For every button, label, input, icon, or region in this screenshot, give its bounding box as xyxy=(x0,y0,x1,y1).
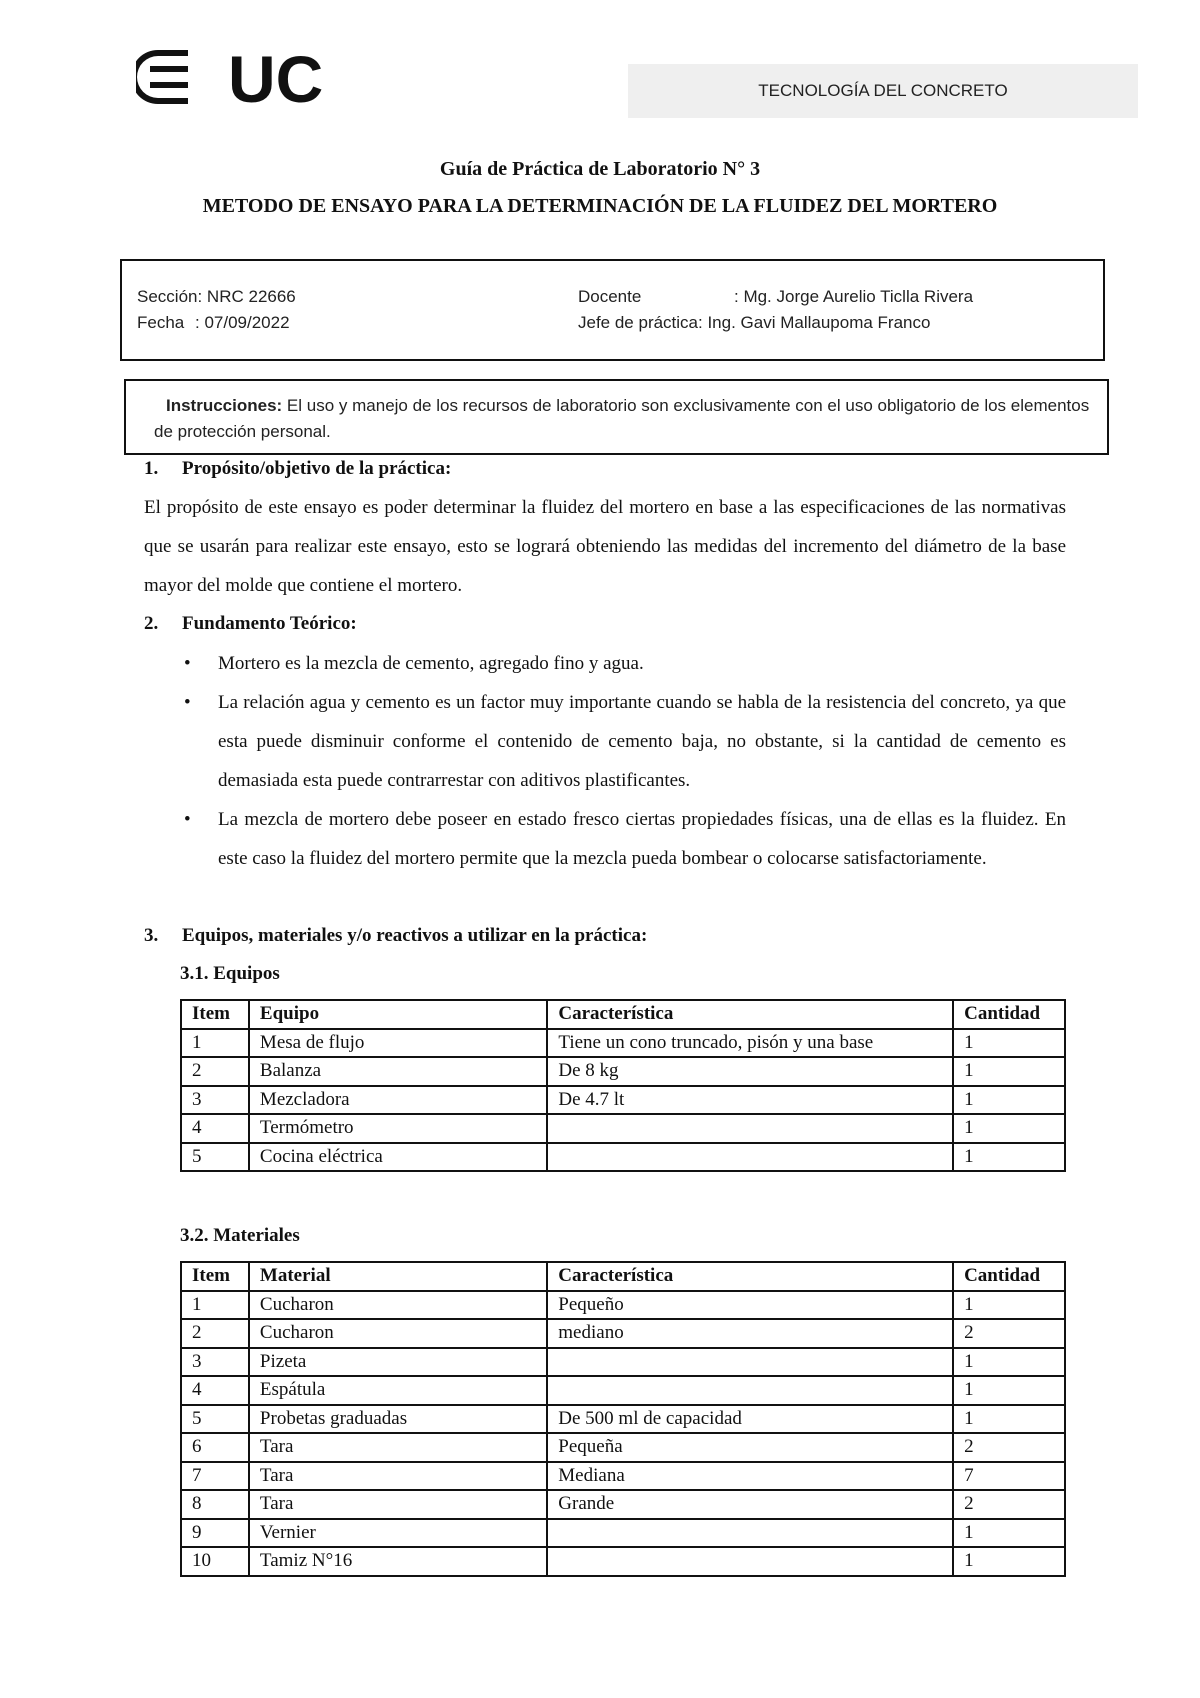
jefe-label: Jefe de práctica xyxy=(578,313,699,332)
method-title: METODO DE ENSAYO PARA LA DETERMINACIÓN DE LA FLUIDEZ DEL MORTERO xyxy=(202,195,998,217)
section-3-number: 3. xyxy=(144,925,159,946)
section-3-heading xyxy=(144,925,647,947)
cell-cantidad: 1 xyxy=(953,1143,1065,1172)
section-2-bullets xyxy=(144,644,1066,878)
cell-cantidad: 2 xyxy=(953,1490,1065,1519)
header-caracteristica: Característica xyxy=(547,1000,953,1029)
section-2-heading xyxy=(144,613,357,635)
cell-material: Tara xyxy=(249,1462,547,1491)
table-row xyxy=(181,1143,1065,1172)
cell-cantidad: 1 xyxy=(953,1348,1065,1377)
docente-line xyxy=(578,287,973,307)
cell-caracteristica xyxy=(547,1519,953,1548)
cell-equipo: Mezcladora xyxy=(249,1086,547,1115)
uc-logo-mark xyxy=(136,46,336,108)
docente-label: Docente xyxy=(578,287,642,306)
seccion-label: Sección xyxy=(137,287,198,306)
instructions-lead: Instrucciones: xyxy=(166,396,283,415)
fecha-line xyxy=(137,313,290,333)
instructions-box xyxy=(124,379,1109,455)
cell-caracteristica: Mediana xyxy=(547,1462,953,1491)
course-name: TECNOLOGÍA DEL CONCRETO xyxy=(758,81,1008,100)
table-row xyxy=(181,1405,1065,1434)
cell-caracteristica: mediano xyxy=(547,1319,953,1348)
cell-material: Espátula xyxy=(249,1376,547,1405)
cell-item: 3 xyxy=(181,1348,249,1377)
subsection-equipos: 3.1. Equipos xyxy=(180,963,280,984)
table-row xyxy=(181,1319,1065,1348)
bullet-text: La mezcla de mortero debe poseer en estado fresco ciertas propiedades físicas, una de ellas es la fluidez. En este caso la fluidez del mortero permite que la mezcla pueda bombear o colocarse satisfactoriamente. xyxy=(218,809,1066,869)
cell-material: Tamiz N°16 xyxy=(249,1547,547,1576)
cell-item: 2 xyxy=(181,1057,249,1086)
cell-item: 4 xyxy=(181,1114,249,1143)
instructions-text: El uso y manejo de los recursos de laboratorio son exclusivamente con el uso obligatorio de los elementos de protección personal. xyxy=(154,396,1090,441)
cell-item: 6 xyxy=(181,1433,249,1462)
materiales-table xyxy=(180,1261,1066,1577)
header-cantidad: Cantidad xyxy=(953,1262,1065,1291)
bullet-item xyxy=(144,683,1066,800)
cell-item: 1 xyxy=(181,1291,249,1320)
cell-equipo: Cocina eléctrica xyxy=(249,1143,547,1172)
bullet-item xyxy=(144,800,1066,878)
cell-caracteristica xyxy=(547,1348,953,1377)
section-3-title: Equipos, materiales y/o reactivos a utilizar en la práctica: xyxy=(182,925,648,946)
cell-caracteristica: Tiene un cono truncado, pisón y una base xyxy=(547,1029,953,1058)
fecha-label: Fecha xyxy=(137,313,185,332)
cell-material: Vernier xyxy=(249,1519,547,1548)
section-1-text: El propósito de este ensayo es poder determinar la fluidez del mortero en base a las especificaciones de las normativas que se usarán para realizar este ensayo, esto se logrará obteniendo las medidas del incremento del diámetro de la base mayor del molde que contiene el mortero. xyxy=(144,497,1066,596)
section-1-title: Propósito/objetivo de la práctica: xyxy=(182,458,452,479)
table-row xyxy=(181,1547,1065,1576)
cell-material: Cucharon xyxy=(249,1291,547,1320)
guide-title: Guía de Práctica de Laboratorio N° 3 xyxy=(439,158,761,180)
cell-caracteristica: Grande xyxy=(547,1490,953,1519)
seccion-value: : NRC 22666 xyxy=(197,287,296,306)
cell-item: 10 xyxy=(181,1547,249,1576)
header-item: Item xyxy=(181,1000,249,1029)
cell-item: 9 xyxy=(181,1519,249,1548)
course-name-box xyxy=(628,64,1138,118)
table-row xyxy=(181,1114,1065,1143)
cell-caracteristica: De 4.7 lt xyxy=(547,1086,953,1115)
info-box xyxy=(120,259,1105,361)
table-row xyxy=(181,1519,1065,1548)
bullet-icon: • xyxy=(184,692,191,713)
cell-cantidad: 1 xyxy=(953,1114,1065,1143)
cell-equipo: Balanza xyxy=(249,1057,547,1086)
cell-equipo: Mesa de flujo xyxy=(249,1029,547,1058)
section-1-heading xyxy=(144,458,451,480)
bullet-text: Mortero es la mezcla de cemento, agregado fino y agua. xyxy=(218,653,644,674)
table-row xyxy=(181,1086,1065,1115)
cell-caracteristica xyxy=(547,1143,953,1172)
jefe-line xyxy=(578,313,930,333)
cell-material: Cucharon xyxy=(249,1319,547,1348)
uc-logo xyxy=(136,46,336,108)
cell-cantidad: 1 xyxy=(953,1376,1065,1405)
table-row xyxy=(181,1490,1065,1519)
table-header-row xyxy=(181,1000,1065,1029)
cell-caracteristica xyxy=(547,1114,953,1143)
cell-caracteristica xyxy=(547,1376,953,1405)
cell-cantidad: 2 xyxy=(953,1319,1065,1348)
header-equipo: Equipo xyxy=(249,1000,547,1029)
section-1-number: 1. xyxy=(144,458,159,479)
cell-material: Pizeta xyxy=(249,1348,547,1377)
cell-item: 5 xyxy=(181,1405,249,1434)
cell-equipo: Termómetro xyxy=(249,1114,547,1143)
cell-item: 7 xyxy=(181,1462,249,1491)
cell-item: 8 xyxy=(181,1490,249,1519)
section-2-number: 2. xyxy=(144,613,159,634)
cell-item: 3 xyxy=(181,1086,249,1115)
cell-cantidad: 1 xyxy=(953,1291,1065,1320)
header-cantidad: Cantidad xyxy=(953,1000,1065,1029)
equipos-table xyxy=(180,999,1066,1172)
cell-caracteristica: De 8 kg xyxy=(547,1057,953,1086)
cell-caracteristica: De 500 ml de capacidad xyxy=(547,1405,953,1434)
section-2-title: Fundamento Teórico: xyxy=(182,613,357,634)
cell-cantidad: 7 xyxy=(953,1462,1065,1491)
cell-cantidad: 1 xyxy=(953,1057,1065,1086)
cell-cantidad: 1 xyxy=(953,1519,1065,1548)
header-material: Material xyxy=(249,1262,547,1291)
cell-item: 1 xyxy=(181,1029,249,1058)
header-caracteristica: Característica xyxy=(547,1262,953,1291)
cell-caracteristica: Pequeña xyxy=(547,1433,953,1462)
table-header-row xyxy=(181,1262,1065,1291)
cell-item: 4 xyxy=(181,1376,249,1405)
cell-caracteristica xyxy=(547,1547,953,1576)
header-item: Item xyxy=(181,1262,249,1291)
cell-cantidad: 1 xyxy=(953,1547,1065,1576)
cell-material: Tara xyxy=(249,1490,547,1519)
bullet-text: La relación agua y cemento es un factor muy importante cuando se habla de la resistencia del concreto, ya que esta puede disminuir conforme el contenido de cemento baja, no obstante, si la cantidad de cemento es demasiada esta puede contrarrestar con aditivos plastificantes. xyxy=(218,692,1066,791)
cell-item: 5 xyxy=(181,1143,249,1172)
table-row xyxy=(181,1376,1065,1405)
cell-cantidad: 2 xyxy=(953,1433,1065,1462)
cell-cantidad: 1 xyxy=(953,1405,1065,1434)
logo-text: UC xyxy=(228,46,324,108)
bullet-icon: • xyxy=(184,653,191,674)
table-row xyxy=(181,1057,1065,1086)
cell-material: Probetas graduadas xyxy=(249,1405,547,1434)
cell-item: 2 xyxy=(181,1319,249,1348)
docente-value: : Mg. Jorge Aurelio Ticlla Rivera xyxy=(734,287,974,306)
table-row xyxy=(181,1348,1065,1377)
fecha-value: : 07/09/2022 xyxy=(195,313,290,332)
table-row xyxy=(181,1029,1065,1058)
table-row xyxy=(181,1433,1065,1462)
subsection-materiales: 3.2. Materiales xyxy=(180,1225,300,1246)
cell-cantidad: 1 xyxy=(953,1086,1065,1115)
seccion-line xyxy=(137,287,296,307)
jefe-value: : Ing. Gavi Mallaupoma Franco xyxy=(698,313,931,332)
cell-caracteristica: Pequeño xyxy=(547,1291,953,1320)
cell-cantidad: 1 xyxy=(953,1029,1065,1058)
table-row xyxy=(181,1291,1065,1320)
table-row xyxy=(181,1462,1065,1491)
cell-material: Tara xyxy=(249,1433,547,1462)
bullet-item xyxy=(144,644,1066,683)
bullet-icon: • xyxy=(184,809,191,830)
